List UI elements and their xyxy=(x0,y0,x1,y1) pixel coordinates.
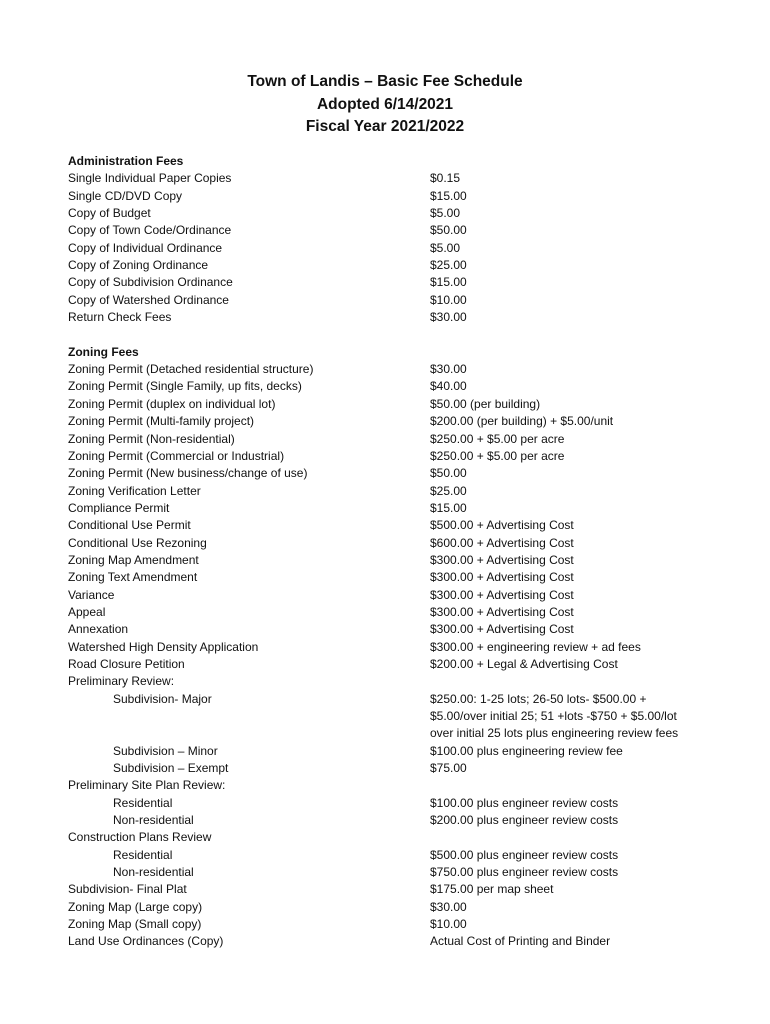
fee-amount: $300.00 + engineering review + ad fees xyxy=(430,639,641,654)
fee-label: Zoning Permit (duplex on individual lot) xyxy=(68,396,276,411)
fee-row xyxy=(68,899,718,916)
fee-amount: $750.00 plus engineer review costs xyxy=(430,865,619,880)
fee-amount: $5.00/over initial 25; 51 +lots -$750 + $5.00/lot xyxy=(430,709,677,723)
fee-amount: $50.00 (per building) xyxy=(430,396,541,411)
fee-amount: $200.00 + Legal & Advertising Cost xyxy=(430,656,618,671)
fee-amount: $10.00 xyxy=(430,292,467,307)
fee-label: Non-residential xyxy=(113,865,194,880)
fee-row xyxy=(68,257,718,274)
fee-row xyxy=(68,933,718,950)
section-heading xyxy=(68,153,718,170)
fee-row xyxy=(68,881,718,898)
fee-label: Preliminary Review: xyxy=(68,674,175,689)
fee-label: Copy of Town Code/Ordinance xyxy=(68,223,232,238)
fee-row xyxy=(68,691,718,708)
fee-amount: $300.00 + Advertising Cost xyxy=(430,552,574,567)
fee-row xyxy=(68,413,718,430)
fee-row xyxy=(68,639,718,656)
fee-label: Subdivision- Major xyxy=(113,691,212,706)
fee-label: Zoning Permit (Multi-family project) xyxy=(68,414,255,429)
fee-label: Appeal xyxy=(68,604,106,619)
fee-label: Zoning Permit (Detached residential structure) xyxy=(68,362,314,377)
fee-amount: $0.15 xyxy=(430,171,461,186)
fee-label: Annexation xyxy=(68,622,129,637)
fee-row xyxy=(68,812,718,829)
fee-label: Zoning Permit (New business/change of use) xyxy=(68,466,308,481)
fee-row xyxy=(68,309,718,326)
section-heading xyxy=(68,344,718,361)
fee-row xyxy=(68,361,718,378)
fee-label: Zoning Text Amendment xyxy=(68,570,198,585)
fee-label: Preliminary Site Plan Review: xyxy=(68,778,226,793)
fee-row xyxy=(68,760,718,777)
fee-row xyxy=(68,483,718,500)
fee-amount: $10.00 xyxy=(430,917,467,932)
fee-row xyxy=(68,378,718,395)
fee-label: Construction Plans Review xyxy=(68,830,212,845)
fee-row xyxy=(68,448,718,465)
fee-amount: $300.00 + Advertising Cost xyxy=(430,604,574,619)
fee-label: Return Check Fees xyxy=(68,310,172,325)
fee-amount: $250.00 + $5.00 per acre xyxy=(430,448,565,463)
fee-row xyxy=(68,465,718,482)
fee-row xyxy=(68,864,718,881)
fee-amount: $25.00 xyxy=(430,483,467,498)
fiscal-year: Fiscal Year 2021/2022 xyxy=(305,118,465,135)
fee-row xyxy=(68,292,718,309)
fee-amount: $30.00 xyxy=(430,362,467,377)
fee-label: Single Individual Paper Copies xyxy=(68,171,232,186)
fee-amount: $500.00 plus engineer review costs xyxy=(430,847,619,862)
fee-row xyxy=(68,587,718,604)
fee-row xyxy=(68,274,718,291)
fee-amount: $200.00 plus engineer review costs xyxy=(430,813,619,828)
fee-label: Land Use Ordinances (Copy) xyxy=(68,934,224,949)
fee-row xyxy=(68,431,718,448)
fee-label: Administration Fees xyxy=(68,154,184,168)
fee-label: Zoning Map (Small copy) xyxy=(68,917,202,932)
fee-row xyxy=(68,743,718,760)
fee-amount: $300.00 + Advertising Cost xyxy=(430,570,574,585)
fee-label: Compliance Permit xyxy=(68,500,170,515)
fee-row xyxy=(68,517,718,534)
spacer xyxy=(68,326,718,343)
fee-amount: $300.00 + Advertising Cost xyxy=(430,587,574,602)
fee-row xyxy=(68,829,718,846)
fee-row xyxy=(68,621,718,638)
fee-row xyxy=(68,656,718,673)
fee-label: Copy of Watershed Ordinance xyxy=(68,292,229,307)
fee-label: Zoning Permit (Non-residential) xyxy=(68,431,235,446)
fee-row xyxy=(68,725,718,742)
fee-row xyxy=(68,500,718,517)
fee-amount: $5.00 xyxy=(430,240,461,255)
fee-row xyxy=(68,604,718,621)
fee-row xyxy=(68,708,718,725)
fee-row xyxy=(68,188,718,205)
fee-amount: $50.00 xyxy=(430,466,467,481)
fee-amount: $100.00 plus engineering review fee xyxy=(430,743,623,758)
fee-row xyxy=(68,673,718,690)
fee-label: Single CD/DVD Copy xyxy=(68,188,183,203)
fee-label: Variance xyxy=(68,587,115,602)
fee-schedule-list xyxy=(68,153,718,951)
fee-label: Conditional Use Permit xyxy=(68,518,191,533)
fee-amount: $500.00 + Advertising Cost xyxy=(430,518,574,533)
fee-amount: Actual Cost of Printing and Binder xyxy=(430,934,611,949)
document-header xyxy=(0,71,770,139)
fee-amount: $50.00 xyxy=(430,223,467,238)
fee-label: Zoning Map (Large copy) xyxy=(68,899,203,914)
fee-row xyxy=(68,535,718,552)
fee-label: Copy of Subdivision Ordinance xyxy=(68,275,233,290)
fee-label: Road Closure Petition xyxy=(68,656,185,671)
fee-amount: over initial 25 lots plus engineering review fees xyxy=(430,726,679,741)
fee-amount: $100.00 plus engineer review costs xyxy=(430,795,619,810)
fee-amount: $25.00 xyxy=(430,258,467,273)
fee-label: Non-residential xyxy=(113,813,194,828)
fee-row xyxy=(68,916,718,933)
fee-row xyxy=(68,396,718,413)
fee-label: Copy of Individual Ordinance xyxy=(68,240,223,255)
document-title: Town of Landis – Basic Fee Schedule xyxy=(247,73,523,90)
fee-amount: $250.00: 1-25 lots; 26-50 lots- $500.00 + xyxy=(430,691,647,706)
fee-label: Zoning Permit (Commercial or Industrial) xyxy=(68,448,285,463)
fee-amount: $200.00 (per building) + $5.00/unit xyxy=(430,414,614,429)
fee-label: Zoning Verification Letter xyxy=(68,483,201,498)
fee-amount: $5.00 xyxy=(430,206,461,221)
adoption-date: Adopted 6/14/2021 xyxy=(316,95,454,113)
fee-amount: $15.00 xyxy=(430,188,467,203)
fee-amount: $75.00 xyxy=(430,761,467,776)
fee-label: Subdivision – Minor xyxy=(113,743,218,758)
fee-row xyxy=(68,552,718,569)
fee-row xyxy=(68,170,718,187)
fee-row xyxy=(68,795,718,812)
fee-row xyxy=(68,240,718,257)
fee-label: Conditional Use Rezoning xyxy=(68,535,207,550)
fee-label: Copy of Zoning Ordinance xyxy=(68,258,209,273)
fee-label: Residential xyxy=(113,795,173,810)
fee-label: Zoning Fees xyxy=(68,344,139,359)
fee-amount: $15.00 xyxy=(430,500,467,515)
fee-amount: $30.00 xyxy=(430,310,467,325)
fee-label: Subdivision- Final Plat xyxy=(68,882,187,897)
fee-row xyxy=(68,777,718,794)
fee-amount: $15.00 xyxy=(430,275,467,290)
fee-amount: $300.00 + Advertising Cost xyxy=(430,622,574,637)
fee-amount: $175.00 per map sheet xyxy=(430,882,554,897)
fee-amount: $30.00 xyxy=(430,899,467,914)
fee-row xyxy=(68,569,718,586)
fee-amount: $40.00 xyxy=(430,379,467,394)
fee-row xyxy=(68,205,718,222)
fee-label: Residential xyxy=(113,847,173,862)
fee-row xyxy=(68,222,718,239)
fee-label: Copy of Budget xyxy=(68,206,151,221)
fee-row xyxy=(68,847,718,864)
fee-label: Subdivision – Exempt xyxy=(113,761,229,776)
fee-label: Zoning Permit (Single Family, up fits, decks) xyxy=(68,379,302,394)
fee-amount: $250.00 + $5.00 per acre xyxy=(430,431,565,446)
fee-amount: $600.00 + Advertising Cost xyxy=(430,535,574,550)
fee-label: Watershed High Density Application xyxy=(68,639,259,654)
fee-label: Zoning Map Amendment xyxy=(68,552,199,567)
